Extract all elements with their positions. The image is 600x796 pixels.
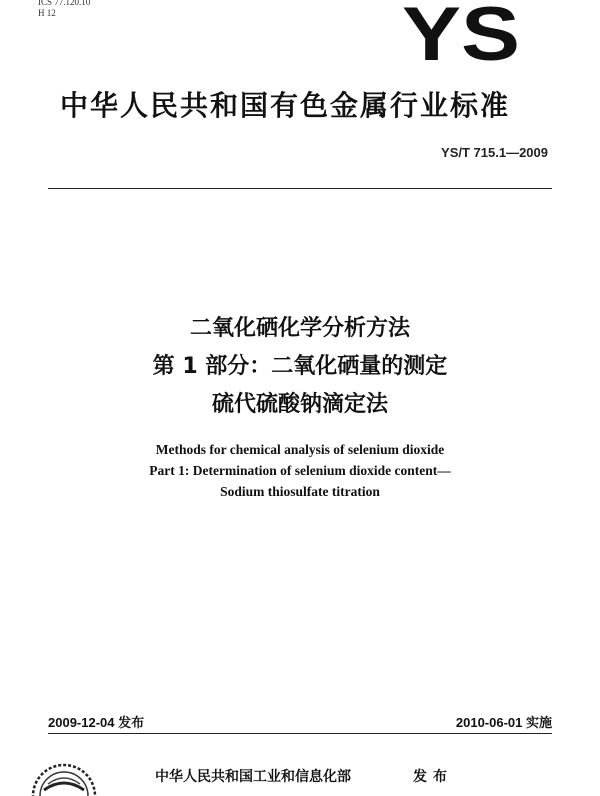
header-divider — [48, 188, 552, 189]
en-title-line-2: Part 1: Determination of selenium dioxide content— — [149, 463, 451, 478]
footer-divider — [48, 733, 552, 734]
organization-title: 中华人民共和国有色金属行业标准 — [60, 89, 511, 122]
issuer-action: 发布 — [413, 769, 453, 785]
implementation-date: 2010-06-01 实施 — [455, 715, 552, 730]
en-title-line-1: Methods for chemical analysis of selenium dioxide — [155, 442, 445, 457]
ys-logo — [400, 0, 522, 64]
ministry-seal-icon — [30, 762, 98, 796]
issue-date: 2009-12-04 发布 — [48, 715, 145, 730]
ys-logo-text: YS — [402, 0, 520, 64]
classification-codes — [38, 0, 90, 19]
cn-title-line-3: 硫代硫酸钠滴定法 — [211, 392, 388, 417]
ics-code: ICS 77.120.10 — [38, 0, 91, 7]
en-title-line-3: Sodium thiosulfate titration — [220, 484, 380, 499]
cn-title-line-2: 第 1 部分：二氧化硒量的测定 — [152, 354, 448, 379]
category-code: H 12 — [38, 8, 56, 18]
cn-title-line-1: 二氧化硒化学分析方法 — [189, 316, 410, 341]
issuing-authority: 中华人民共和国工业和信息化部 — [155, 769, 351, 785]
standard-number: YS/T 715.1—2009 — [441, 145, 548, 160]
